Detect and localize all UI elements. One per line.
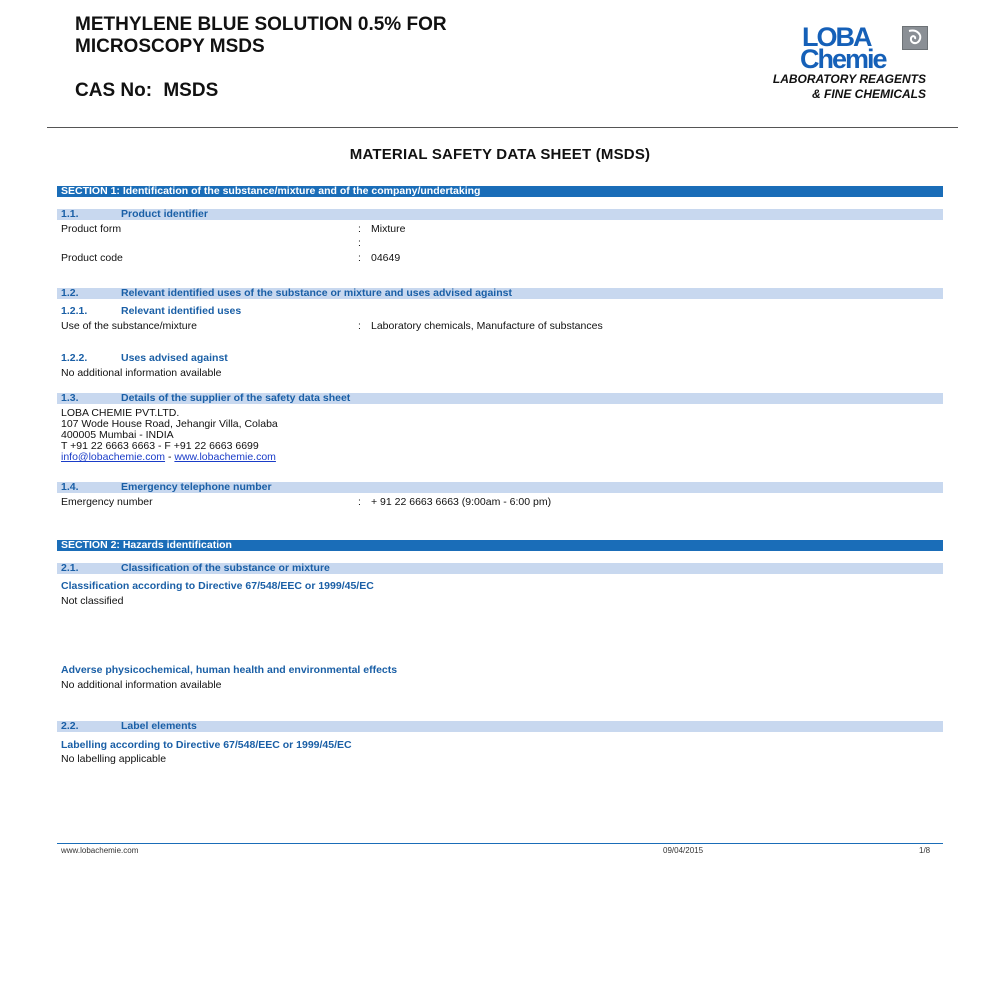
subsection-title: Uses advised against — [121, 352, 228, 364]
subsection-1-4-bar — [57, 482, 943, 493]
subsection-number: 1.2.2. — [61, 352, 88, 364]
product-code-label: Product code — [61, 252, 123, 264]
address-line2: 400005 Mumbai - INDIA — [61, 429, 174, 441]
colon-separator: : — [358, 496, 361, 508]
document-title — [75, 14, 675, 58]
emergency-number-value: + 91 22 6663 6663 (9:00am - 6:00 pm) — [371, 496, 552, 508]
cas-number — [75, 80, 218, 102]
document-title-line2: MICROSCOPY MSDS — [75, 36, 265, 57]
subsection-number: 1.4. — [61, 481, 79, 493]
address-line1: 107 Wode House Road, Jehangir Villa, Colaba — [61, 418, 278, 430]
subsection-1-2-2-heading — [61, 352, 228, 364]
footer-page-number: 1/8 — [919, 846, 931, 855]
classification-heading: Classification according to Directive 67/548/EEC or 1999/45/EC — [61, 580, 374, 592]
supplier-address-block — [61, 408, 278, 463]
colon-separator: : — [358, 237, 361, 249]
footer-date: 09/04/2015 — [663, 846, 704, 855]
subsection-1-2-bar — [57, 288, 943, 299]
link-separator: - — [165, 451, 175, 463]
subsection-title: Product identifier — [121, 208, 208, 220]
adverse-effects-text: No additional information available — [61, 679, 222, 691]
subsection-number: 1.2. — [61, 287, 79, 299]
subsection-1-3-bar — [57, 393, 943, 404]
msds-heading: MATERIAL SAFETY DATA SHEET (MSDS) — [349, 146, 651, 163]
product-form-value: Mixture — [371, 223, 406, 235]
colon-separator: : — [358, 252, 361, 264]
logo-text-loba: LOBA — [802, 22, 871, 52]
product-form-label: Product form — [61, 223, 122, 235]
subsection-title: Emergency telephone number — [121, 481, 272, 493]
header-divider — [47, 127, 958, 128]
colon-separator: : — [358, 320, 361, 332]
subsection-number: 2.1. — [61, 562, 79, 574]
subsection-2-2-bar — [57, 721, 943, 732]
phone-fax-line: T +91 22 6663 6663 - F +91 22 6663 6699 — [61, 440, 259, 452]
adverse-effects-heading: Adverse physicochemical, human health and environmental effects — [61, 664, 398, 676]
logo-tagline — [690, 72, 926, 102]
website-link[interactable]: www.lobachemie.com — [174, 451, 276, 463]
section-2-bar: SECTION 2: Hazards identification — [57, 540, 943, 551]
product-code-value: 04649 — [371, 252, 401, 264]
subsection-title: Label elements — [121, 720, 197, 732]
cas-value: MSDS — [163, 80, 219, 101]
section-1-bar: SECTION 1: Identification of the substance/mixture and of the company/undertaking — [57, 186, 943, 197]
contact-links — [61, 452, 278, 463]
subsection-title: Classification of the substance or mixture — [121, 562, 330, 574]
colon-separator: : — [358, 223, 361, 235]
subsection-number: 2.2. — [61, 720, 79, 732]
subsection-title: Relevant identified uses of the substance or mixture and uses advised against — [121, 287, 512, 299]
subsection-1-1-bar — [57, 209, 943, 220]
email-link[interactable]: info@lobachemie.com — [61, 451, 166, 463]
tagline-line2: & FINE CHEMICALS — [812, 87, 926, 101]
document-title-line1: METHYLENE BLUE SOLUTION 0.5% FOR — [75, 14, 447, 35]
subsection-number: 1.3. — [61, 392, 79, 404]
subsection-title: Details of the supplier of the safety data sheet — [121, 392, 351, 404]
emergency-number-label: Emergency number — [61, 496, 153, 508]
footer-divider — [57, 843, 943, 844]
use-label: Use of the substance/mixture — [61, 320, 197, 332]
logo-flask-icon — [902, 26, 928, 50]
footer-website: www.lobachemie.com — [61, 846, 139, 855]
company-name: LOBA CHEMIE PVT.LTD. — [61, 407, 180, 419]
subsection-number: 1.1. — [61, 208, 79, 220]
labelling-text: No labelling applicable — [61, 753, 167, 765]
use-value: Laboratory chemicals, Manufacture of substances — [371, 320, 603, 332]
subsection-2-1-bar — [57, 563, 943, 574]
subsection-1-2-1-heading — [61, 305, 241, 317]
classification-text: Not classified — [61, 595, 124, 607]
subsection-title: Relevant identified uses — [121, 305, 242, 317]
cas-label: CAS No: — [75, 80, 153, 101]
subsection-number: 1.2.1. — [61, 305, 88, 317]
uses-advised-against-text: No additional information available — [61, 367, 222, 379]
tagline-line1: LABORATORY REAGENTS — [772, 72, 926, 86]
labelling-heading: Labelling according to Directive 67/548/EEC or 1999/45/EC — [61, 739, 352, 751]
logo-text-chemie: Chemie — [800, 44, 886, 74]
